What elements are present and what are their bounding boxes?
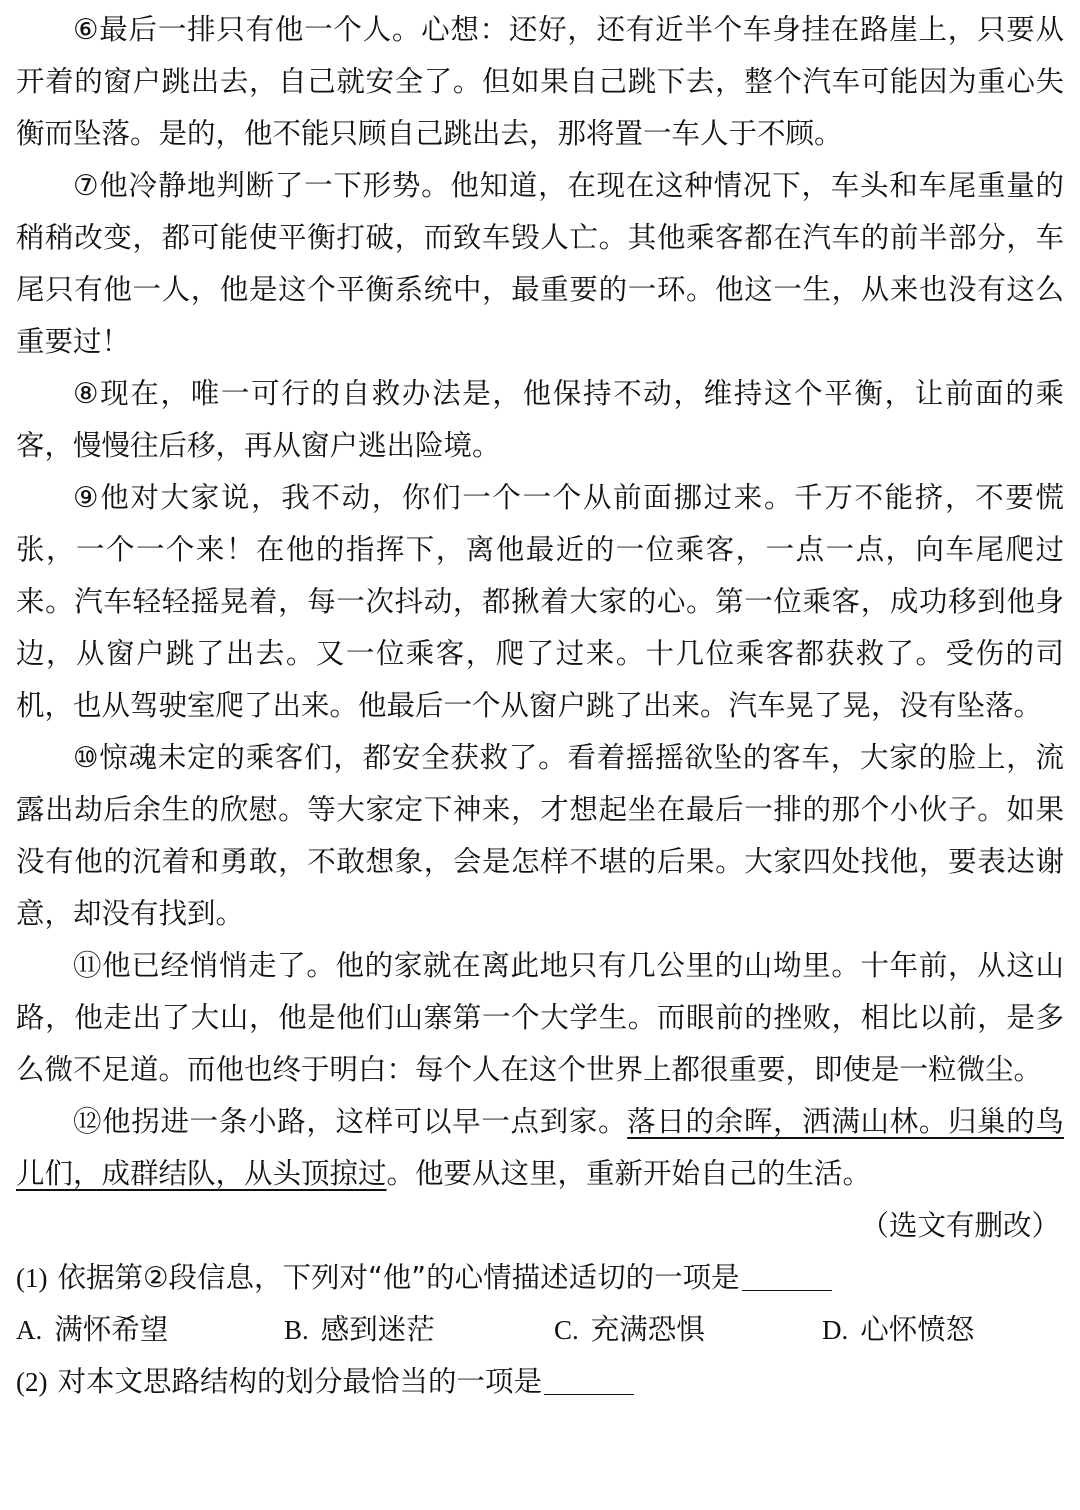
option-d-text: 心怀愤怒 bbox=[860, 1313, 975, 1346]
question-2 bbox=[16, 1356, 1064, 1408]
question-1-answer-blank[interactable] bbox=[742, 1260, 832, 1291]
option-d[interactable] bbox=[822, 1304, 974, 1356]
question-2-number: (2) bbox=[16, 1367, 48, 1397]
option-b-text: 感到迷茫 bbox=[320, 1313, 435, 1346]
source-note: （选文有删改） bbox=[860, 1209, 1060, 1242]
paragraph-12-start: ⑫他拐进一条小路，这样可以早一点到家。 bbox=[73, 1105, 628, 1138]
underlined-sentence: 落日的余晖，洒满山林。归巢的鸟儿们，成群结队，从头顶掠过 bbox=[16, 1105, 1064, 1190]
option-b-letter: B. bbox=[284, 1315, 309, 1345]
paragraph-12 bbox=[16, 1096, 1064, 1200]
paragraph-12-end: 。他要从这里，重新开始自己的生活。 bbox=[386, 1157, 872, 1190]
question-1-number: (1) bbox=[16, 1263, 48, 1293]
question-1-options bbox=[16, 1304, 1064, 1356]
question-2-text: 对本文思路结构的划分最恰当的一项是 bbox=[57, 1365, 542, 1398]
option-a[interactable] bbox=[16, 1304, 168, 1356]
paragraph-11: ⑪他已经悄悄走了。他的家就在离此地只有几公里的山坳里。十年前，从这山路，他走出了大山，他是他们山寨第一个大学生。而眼前的挫败，相比以前，是多么微不足道。而他也终于明白：每个人在这个世界上都很重要，即使是一粒微尘。 bbox=[16, 949, 1064, 1086]
option-a-text: 满怀希望 bbox=[54, 1313, 169, 1346]
option-c[interactable] bbox=[554, 1304, 705, 1356]
question-2-answer-blank[interactable] bbox=[544, 1364, 634, 1395]
question-1 bbox=[16, 1252, 1064, 1304]
question-1-text: 依据第②段信息，下列对“他”的心情描述适切的一项是 bbox=[57, 1261, 740, 1294]
option-a-letter: A. bbox=[16, 1315, 43, 1345]
paragraph-8: ⑧现在，唯一可行的自救办法是，他保持不动，维持这个平衡，让前面的乘客，慢慢往后移，再从窗户逃出险境。 bbox=[16, 377, 1064, 462]
paragraph-7: ⑦他冷静地判断了一下形势。他知道，在现在这种情况下，车头和车尾重量的稍稍改变，都可能使平衡打破，而致车毁人亡。其他乘客都在汽车的前半部分，车尾只有他一人，他是这个平衡系统中，最重要的一环。他这一生，从来也没有这么重要过！ bbox=[16, 169, 1064, 358]
option-b[interactable] bbox=[284, 1304, 435, 1356]
option-c-letter: C. bbox=[554, 1315, 579, 1345]
option-d-letter: D. bbox=[822, 1315, 849, 1345]
option-c-text: 充满恐惧 bbox=[590, 1313, 705, 1346]
paragraph-10: ⑩惊魂未定的乘客们，都安全获救了。看着摇摇欲坠的客车，大家的脸上，流露出劫后余生的欣慰。等大家定下神来，才想起坐在最后一排的那个小伙子。如果没有他的沉着和勇敢，不敢想象，会是怎样不堪的后果。大家四处找他，要表达谢意，却没有找到。 bbox=[16, 741, 1064, 930]
paragraph-9: ⑨他对大家说，我不动，你们一个一个从前面挪过来。千万不能挤，不要慌张，一个一个来！在他的指挥下，离他最近的一位乘客，一点一点，向车尾爬过来。汽车轻轻摇晃着，每一次抖动，都揪着大家的心。第一位乘客，成功移到他身边，从窗户跳了出去。又一位乘客，爬了过来。十几位乘客都获救了。受伤的司机，也从驾驶室爬了出来。他最后一个从窗户跳了出来。汽车晃了晃，没有坠落。 bbox=[16, 481, 1064, 722]
paragraph-6: ⑥最后一排只有他一个人。心想：还好，还有近半个车身挂在路崖上，只要从开着的窗户跳出去，自己就安全了。但如果自己跳下去，整个汽车可能因为重心失衡而坠落。是的，他不能只顾自己跳出去，那将置一车人于不顾。 bbox=[16, 13, 1064, 150]
